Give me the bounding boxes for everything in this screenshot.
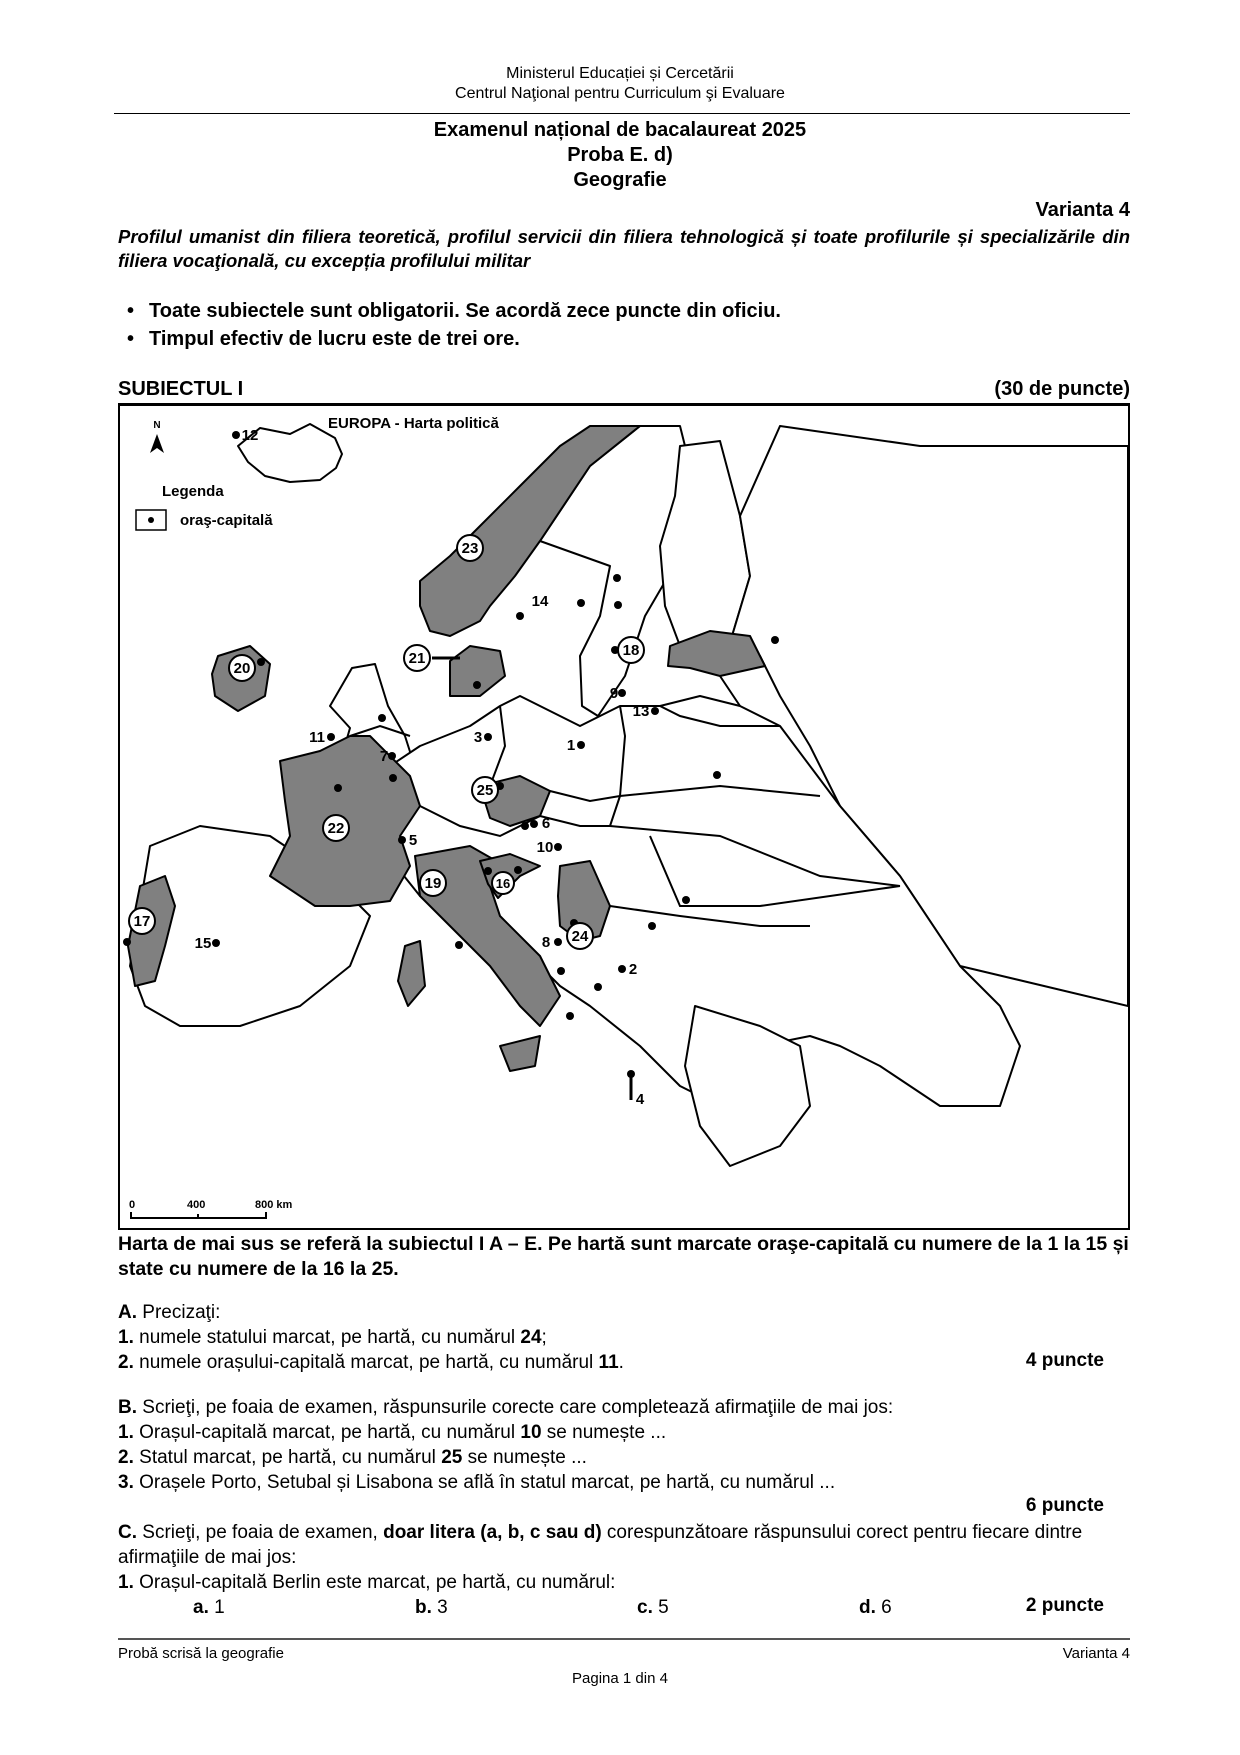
capital-dot-12 [232,431,240,439]
capital-dot-tallinn [614,601,622,609]
bullet-icon: • [127,328,135,350]
map-intro: Harta de mai sus se referă la subiectul I A – E. Pe hartă sunt marcate oraşe-capitală cu numere de la 1 la 15 și state cu numere de la 16 la 25. [118,1233,1129,1280]
option-d: d. 6 [859,1597,892,1618]
svg-text:400: 400 [187,1199,206,1211]
capital-dot-9 [618,689,626,697]
capital-dot-13 [651,707,659,715]
capital-label-12: 12 [241,427,259,444]
svg-text:N: N [153,420,161,431]
capital-dot-15 [212,939,220,947]
exam-subject: Geografie [573,169,667,191]
capital-dot-oslo [577,599,585,607]
part-b-prompt: B. Scrieţi, pe foaia de examen, răspunsurile corecte care completează afirmaţiile de mai jos: [118,1397,894,1418]
capital-dot-skopje [594,983,602,991]
capital-label-5: 5 [408,832,418,849]
capital-label-6: 6 [541,815,551,832]
svg-text:23: 23 [461,540,479,557]
state-label-18 [618,637,644,663]
legend-capital-dot-icon [148,517,154,523]
svg-text:20: 20 [233,660,251,677]
capital-dot-dublin [257,658,265,666]
state-label-24 [567,923,593,949]
part-c-question-1: 1. Orașul-capitală Berlin este marcat, pe hartă, cu numărul: [118,1572,616,1593]
option-a: a. 1 [193,1597,225,1618]
legend-title: Legenda [162,483,224,500]
capital-label-14: 14 [531,593,549,610]
part-c-prompt: C. Scrieţi, pe foaia de examen, doar litera (a, b, c sau d) corespunzătoare răspunsului corect pentru fiecare dintre afirmaţiile de mai jos: [118,1522,1083,1568]
capital-dot-tirana [566,1012,574,1020]
svg-text:25: 25 [476,782,494,799]
svg-text:0: 0 [129,1199,136,1211]
part-a-item-2: 2. numele orașului-capitală marcat, pe hartă, cu numărul 11. [118,1352,624,1373]
europe-political-map [118,404,1130,1230]
capital-label-7: 7 [379,748,389,765]
capital-dot-1 [577,741,585,749]
sicily-outline [500,1036,540,1071]
capital-dot-5 [398,836,406,844]
part-b-points: 6 puncte [1025,1495,1104,1516]
state-label-19 [420,870,446,896]
state-label-20 [229,655,255,681]
capital-label-9: 9 [609,685,619,702]
footer-left: Probă scrisă la geografie [118,1645,284,1662]
capital-dot-chisinau [682,896,690,904]
svg-text:19: 19 [424,875,442,892]
capital-dot-luxembourg [389,774,397,782]
sardinia-outline [398,941,425,1006]
svg-text:16: 16 [495,876,511,891]
instruction-item: • Timpul efectiv de lucru este de trei ore. [127,328,520,350]
map-title: EUROPA - Harta politică [328,415,499,432]
capital-dot-helsinki [613,574,621,582]
capital-dot-6 [530,820,538,828]
capital-label-8: 8 [541,934,551,951]
capital-label-13: 13 [632,703,650,720]
header-divider [114,113,1130,114]
capital-dot-ljubljana [484,867,492,875]
bullet-icon: • [127,300,135,322]
capital-dot-10 [554,843,562,851]
capital-dot-moscow [771,636,779,644]
center-name: Centrul Naţional pentru Curriculum şi Evaluare [455,85,785,102]
part-a-points: 4 puncte [1025,1350,1104,1371]
part-b-item-3: 3. Orașele Porto, Setubal și Lisabona se află în statul marcat, pe hartă, cu numărul ... [118,1472,836,1493]
variant-label: Varianta 4 [1035,199,1130,221]
state-label-23 [457,535,483,561]
exam-title: Examenul național de bacalaureat 2025 [433,119,807,141]
scale-bar [129,1199,293,1218]
capital-dot-podgorica [557,967,565,975]
capital-dot-11 [327,733,335,741]
part-a-item-1: 1. numele statului marcat, pe hartă, cu numărul 24; [118,1327,547,1348]
profile-description: Profilul umanist din filiera teoretică, profilul servicii din filiera tehnologică și toate profilurile și specializările din filiera vocaţională, cu excepția profilului militar [118,226,1130,271]
capital-dot-7 [388,752,396,760]
capital-label-11: 11 [309,729,325,746]
capital-label-2: 2 [628,961,638,978]
state-label-17 [129,908,155,934]
legend-item-label: oraş-capitală [180,512,273,529]
section-points: (30 de puncte) [994,378,1130,400]
instruction-item: • Toate subiectele sunt obligatorii. Se acordă zece puncte din oficiu. [127,300,781,322]
svg-text:24: 24 [571,928,589,945]
capital-label-3: 3 [473,729,483,746]
capital-dot-bucharest [648,922,656,930]
capital-dot-vienna [521,822,529,830]
capital-dot-8 [554,938,562,946]
exam-proba: Proba E. d) [567,144,673,166]
svg-text:22: 22 [327,820,345,837]
ministry-name: Ministerul Educației și Cercetării [506,65,734,82]
capital-dot-paris [334,784,342,792]
capital-dot-copenhagen [473,681,481,689]
capital-label-4: 4 [635,1091,645,1108]
state-label-22 [323,815,349,841]
footer-divider [118,1638,1130,1640]
option-c: c. 5 [637,1597,669,1618]
capital-dot-2 [618,965,626,973]
page-number: Pagina 1 din 4 [572,1670,668,1687]
state-label-21 [404,645,430,671]
capital-dot-kyiv [713,771,721,779]
svg-text:21: 21 [408,650,426,667]
state-label-16 [492,872,514,894]
north-arrow-icon [150,420,164,453]
svg-text:18: 18 [622,642,640,659]
capital-dot-14 [516,612,524,620]
capital-dot-amsterdam [378,714,386,722]
footer-variant: Varianta 4 [1062,1645,1130,1662]
capital-label-10: 10 [536,839,554,856]
capital-label-1: 1 [566,737,576,754]
capital-dot-3 [484,733,492,741]
part-b-item-2: 2. Statul marcat, pe hartă, cu numărul 25 se numește ... [118,1447,587,1468]
state-label-25 [472,777,498,803]
capital-dot-zagreb [514,866,522,874]
part-b-item-1: 1. Orașul-capitală marcat, pe hartă, cu numărul 10 se numește ... [118,1422,667,1443]
svg-text:800 km: 800 km [255,1199,293,1211]
capital-dot-rome [455,941,463,949]
svg-text:17: 17 [133,913,151,930]
section-title: SUBIECTUL I [118,378,244,400]
capital-dot-lisbon [123,938,131,946]
option-b: b. 3 [415,1597,448,1618]
part-c-points: 2 puncte [1025,1595,1104,1616]
part-a-prompt: A. Precizaţi: [118,1302,221,1323]
capital-label-15: 15 [194,935,212,952]
